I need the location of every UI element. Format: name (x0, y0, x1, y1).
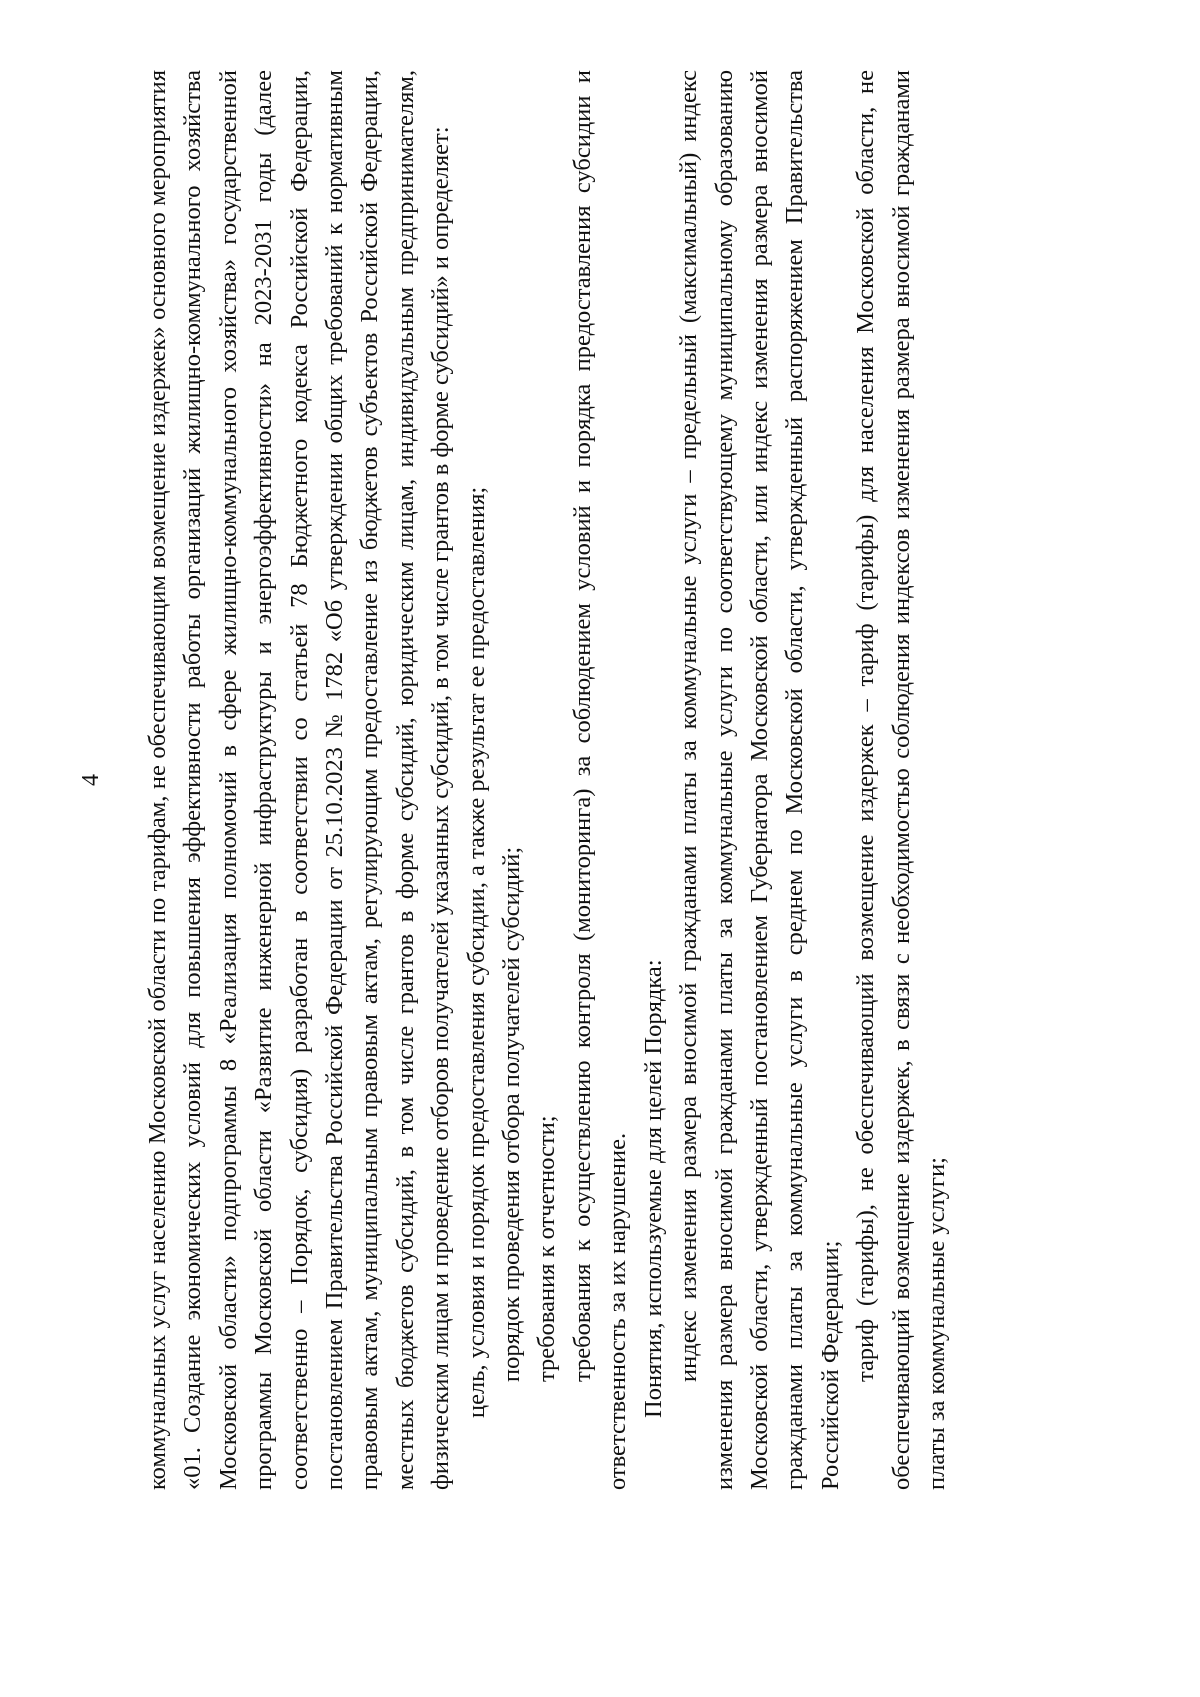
rotated-page (78, 70, 1040, 1490)
page-number: 4 (78, 774, 104, 786)
paragraph-reporting: требования к отчетности; (533, 1115, 561, 1382)
paragraph-control: требования к осуществлению контроля (мониторинга) за соблюдением условий и порядка предоставления субсидии и ответственность за их нарушение. (568, 70, 632, 1490)
document-body (140, 70, 954, 1490)
paragraph-definition-index: индекс изменения размера вносимой гражданами платы за коммунальные услуги – предельный (максимальный) индекс изменения размера вносимой гражданами платы за коммунальные услуги по соответствующему муниципальному образованию Московской области, утвержденный постановлением Губернатора Московской области, или индекс изменения размера вносимой гражданами платы за коммунальные услуги в среднем по Московской области, утвержденный распоряжением Правительства Российской Федерации; (675, 70, 844, 1490)
paragraph-selection: порядок проведения отбора получателей субсидий; (498, 846, 526, 1382)
paragraph-definitions-heading: Понятия, используемые для целей Порядка: (639, 959, 667, 1418)
paragraph-intro: коммунальных услуг населению Московской области по тарифам, не обеспечивающим возмещение издержек» основного мероприятия «01. Создание экономических условий для повышения эффективности работы организаций жилищно-коммунального хозяйства Московской области» подпрограммы 8 «Реализация полномочий в сфере жилищно-коммунального хозяйства» государственной программы Московской области «Развитие инженерной инфраструктуры и энергоэффективности» на 2023-2031 годы (далее соответственно – Порядок, субсидия) разработан в соответствии со статьей 78 Бюджетного кодекса Российской Федерации, постановлением Правительства Российской Федерации от 25.10.2023 № 1782 «Об утверждении общих требований к нормативным правовым актам, муниципальным правовым актам, регулирующим предоставление из бюджетов субъектов Российской Федерации, местных бюджетов субсидий, в том числе грантов в форме субсидий, юридическим лицам, индивидуальным предпринимателям, физическим лицам и проведение отборов получателей указанных субсидий, в том числе грантов в форме субсидий» и определяет: (144, 70, 455, 1490)
paragraph-goal: цель, условия и порядок предоставления субсидии, а также результат ее предоставления; (462, 486, 490, 1418)
paragraph-definition-tariff: тариф (тарифы), не обеспечивающий возмещение издержек – тариф (тарифы) для населения Московской области, не обеспечивающий возмещение издержек, в связи с необходимостью соблюдения индексов изменения размера вносимой гражданами платы за коммунальные услуги; (852, 70, 950, 1490)
